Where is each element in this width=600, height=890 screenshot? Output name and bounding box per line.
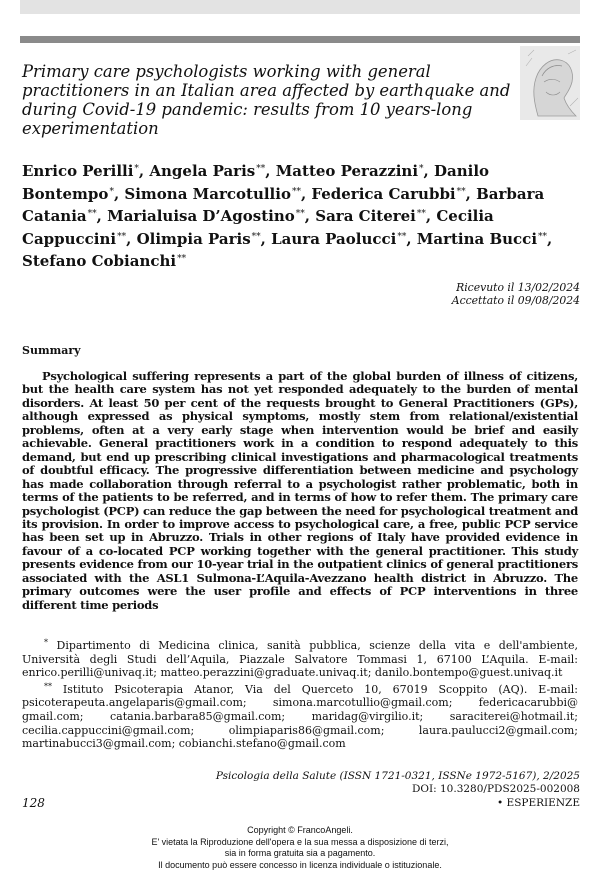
journal-doi: DOI: 10.3280/PDS2025-002008	[411, 783, 580, 795]
author-name: Barbara Catania	[22, 184, 545, 225]
author-affiliation-mark: **	[416, 209, 426, 219]
author-name: Matteo Perazzini	[275, 162, 419, 180]
received-date: Ricevuto il 13/02/2024	[456, 281, 580, 294]
author-affiliation-mark: **	[87, 209, 97, 219]
author-list	[22, 159, 582, 272]
author-separator: ,	[547, 229, 553, 248]
section-label: • ESPERIENZE	[497, 797, 580, 809]
header-rule	[20, 36, 580, 43]
top-gray-band	[20, 0, 580, 14]
author-name: Cecilia Cappuccini	[22, 207, 494, 248]
summary-text: Psychological suffering represents a part of the global burden of illness of citizens, but the health care system has not yet responded adequately to the burden of mental disorders. At least 50 per cent of the requests brought to General Practitioners (GPs), although expressed as physical symptoms, mostly stem from relational/existential problems, often at a very early stage when intervention would be brief and easily achievable. General practitioners work in a condition to respond adequately to this demand, but end up prescribing clinical investigations and pharmacological treatments of doubtful efficacy. The progressive differentiation between medicine and psychology has made collaboration through referral to a psychologist rather problematic, both in terms of the patients to be referred, and in terms of how to refer them. The primary care psychologist (PCP) can reduce the gap between the need for psychological treatment and its provision. In order to improve access to psychological care, a free, public PCP service has been set up in Abruzzo. Trials in other regions of Italy have provided evidence in favour of a co-located PCP working together with the general practitioner. This study presents evidence from our 10-year trial in the outpatient clinics of general practitioners associated with the ASL1 Sulmona-L’Aquila-Avezzano health district in Abruzzo. The primary outcomes were the user profile and effects of PCP interventions in three different time periods	[22, 369, 579, 612]
author-separator: ,	[304, 207, 316, 225]
author-affiliation-mark: **	[256, 164, 266, 174]
author-affiliation-mark: **	[397, 231, 407, 242]
page-number: 128	[22, 796, 45, 810]
author-affiliation-mark: *	[134, 164, 139, 174]
author-name: Enrico Perilli	[22, 162, 134, 180]
author-affiliation-mark: **	[117, 231, 127, 242]
author-affiliation-mark: *	[109, 186, 114, 197]
author-separator: ,	[260, 229, 272, 248]
footnote-1	[22, 636, 578, 680]
author-separator: ,	[138, 162, 150, 180]
author-affiliation-mark: **	[538, 231, 548, 242]
author-affiliation-mark: *	[419, 164, 424, 174]
author-affiliation-mark: **	[456, 186, 466, 197]
author-affiliation-mark: **	[177, 254, 187, 264]
author-separator: ,	[406, 229, 417, 248]
author-name: Martina Bucci	[416, 229, 538, 248]
submission-dates	[452, 281, 580, 307]
journal-citation: Psicologia della Salute (ISSN 1721-0321, ISSNe 1972-5167), 2/2025	[215, 770, 580, 782]
author-name: Danilo Bontempo	[22, 162, 490, 203]
author-separator: ,	[96, 207, 108, 225]
author-name: Sara Citerei	[315, 207, 416, 225]
author-separator: ,	[423, 162, 434, 180]
author-name: Federica Carubbi	[311, 184, 456, 203]
footnote-mark: **	[44, 681, 52, 691]
author-separator: ,	[465, 184, 477, 203]
author-name: Laura Paolucci	[271, 229, 397, 248]
footnote-text: Istituto Psicoterapia Atanor, Via del Querceto 10, 67019 Scoppito (AQ). E-mail: psicoterapeuta.angelaparis@gmail.com; simona.marcotullio@gmail.com; federicacarubbi@ gmail.com; catania.barbara85@gmail.com; maridag@virgilio.it; saraciterei@hotmail.it; cecilia.cappuccini@gmail.com; olimpiaparis86@gmail.com; laura.paulucci2@gmail.com; martinabucci3@gmail.com; cobianchi.stefano@gmail.com	[22, 682, 578, 751]
author-name: Angela Paris	[149, 162, 256, 180]
footnote-text: Dipartimento di Medicina clinica, sanità pubblica, scienze della vita e dell'ambiente, Università degli Studi dell’Aquila, Piazzale Salvatore Tommasi 1, 67100 L’Aquila. E-mail: enrico.perilli@univaq.it; matteo.perazzini@graduate.univaq.it; danilo.bontempo@guest.univaq.it	[22, 639, 578, 680]
article-title: Primary care psychologists working with general practitioners in an Italian area affected by earthquake and during Covid-19 pandemic: results from 10 years-long experimentation	[22, 62, 511, 138]
author-separator: ,	[300, 184, 312, 203]
author-affiliation-mark: **	[291, 186, 301, 197]
author-separator: ,	[265, 162, 276, 180]
footnote-2	[22, 680, 578, 751]
author-separator: ,	[126, 229, 137, 248]
author-name: Marialuisa D’Agostino	[107, 207, 295, 225]
author-separator: ,	[425, 207, 437, 225]
copyright-line: E' vietata la Riproduzione dell'opera e la sua messa a disposizione di terzi,	[151, 836, 449, 847]
accepted-date: Accettato il 09/08/2024	[451, 294, 580, 307]
author-separator: ,	[113, 184, 125, 203]
author-affiliation-mark: **	[251, 231, 261, 242]
engraved-portrait-icon	[520, 46, 580, 120]
footnote-mark: *	[44, 638, 48, 647]
affiliation-footnotes	[22, 636, 578, 751]
journal-info	[216, 770, 580, 796]
summary-heading: Summary	[22, 344, 81, 357]
author-affiliation-mark: **	[295, 209, 305, 219]
copyright-line: sia in forma gratuita sia a pagamento.	[224, 848, 376, 858]
copyright-line: Copyright © FrancoAngeli.	[247, 825, 353, 835]
author-name: Olimpia Paris	[136, 229, 251, 248]
copyright-notice	[0, 825, 600, 871]
author-name: Stefano Cobianchi	[22, 252, 177, 270]
author-name: Simona Marcotullio	[124, 184, 291, 203]
copyright-line: Il documento può essere concesso in licenza individuale o istituzionale.	[158, 859, 442, 870]
